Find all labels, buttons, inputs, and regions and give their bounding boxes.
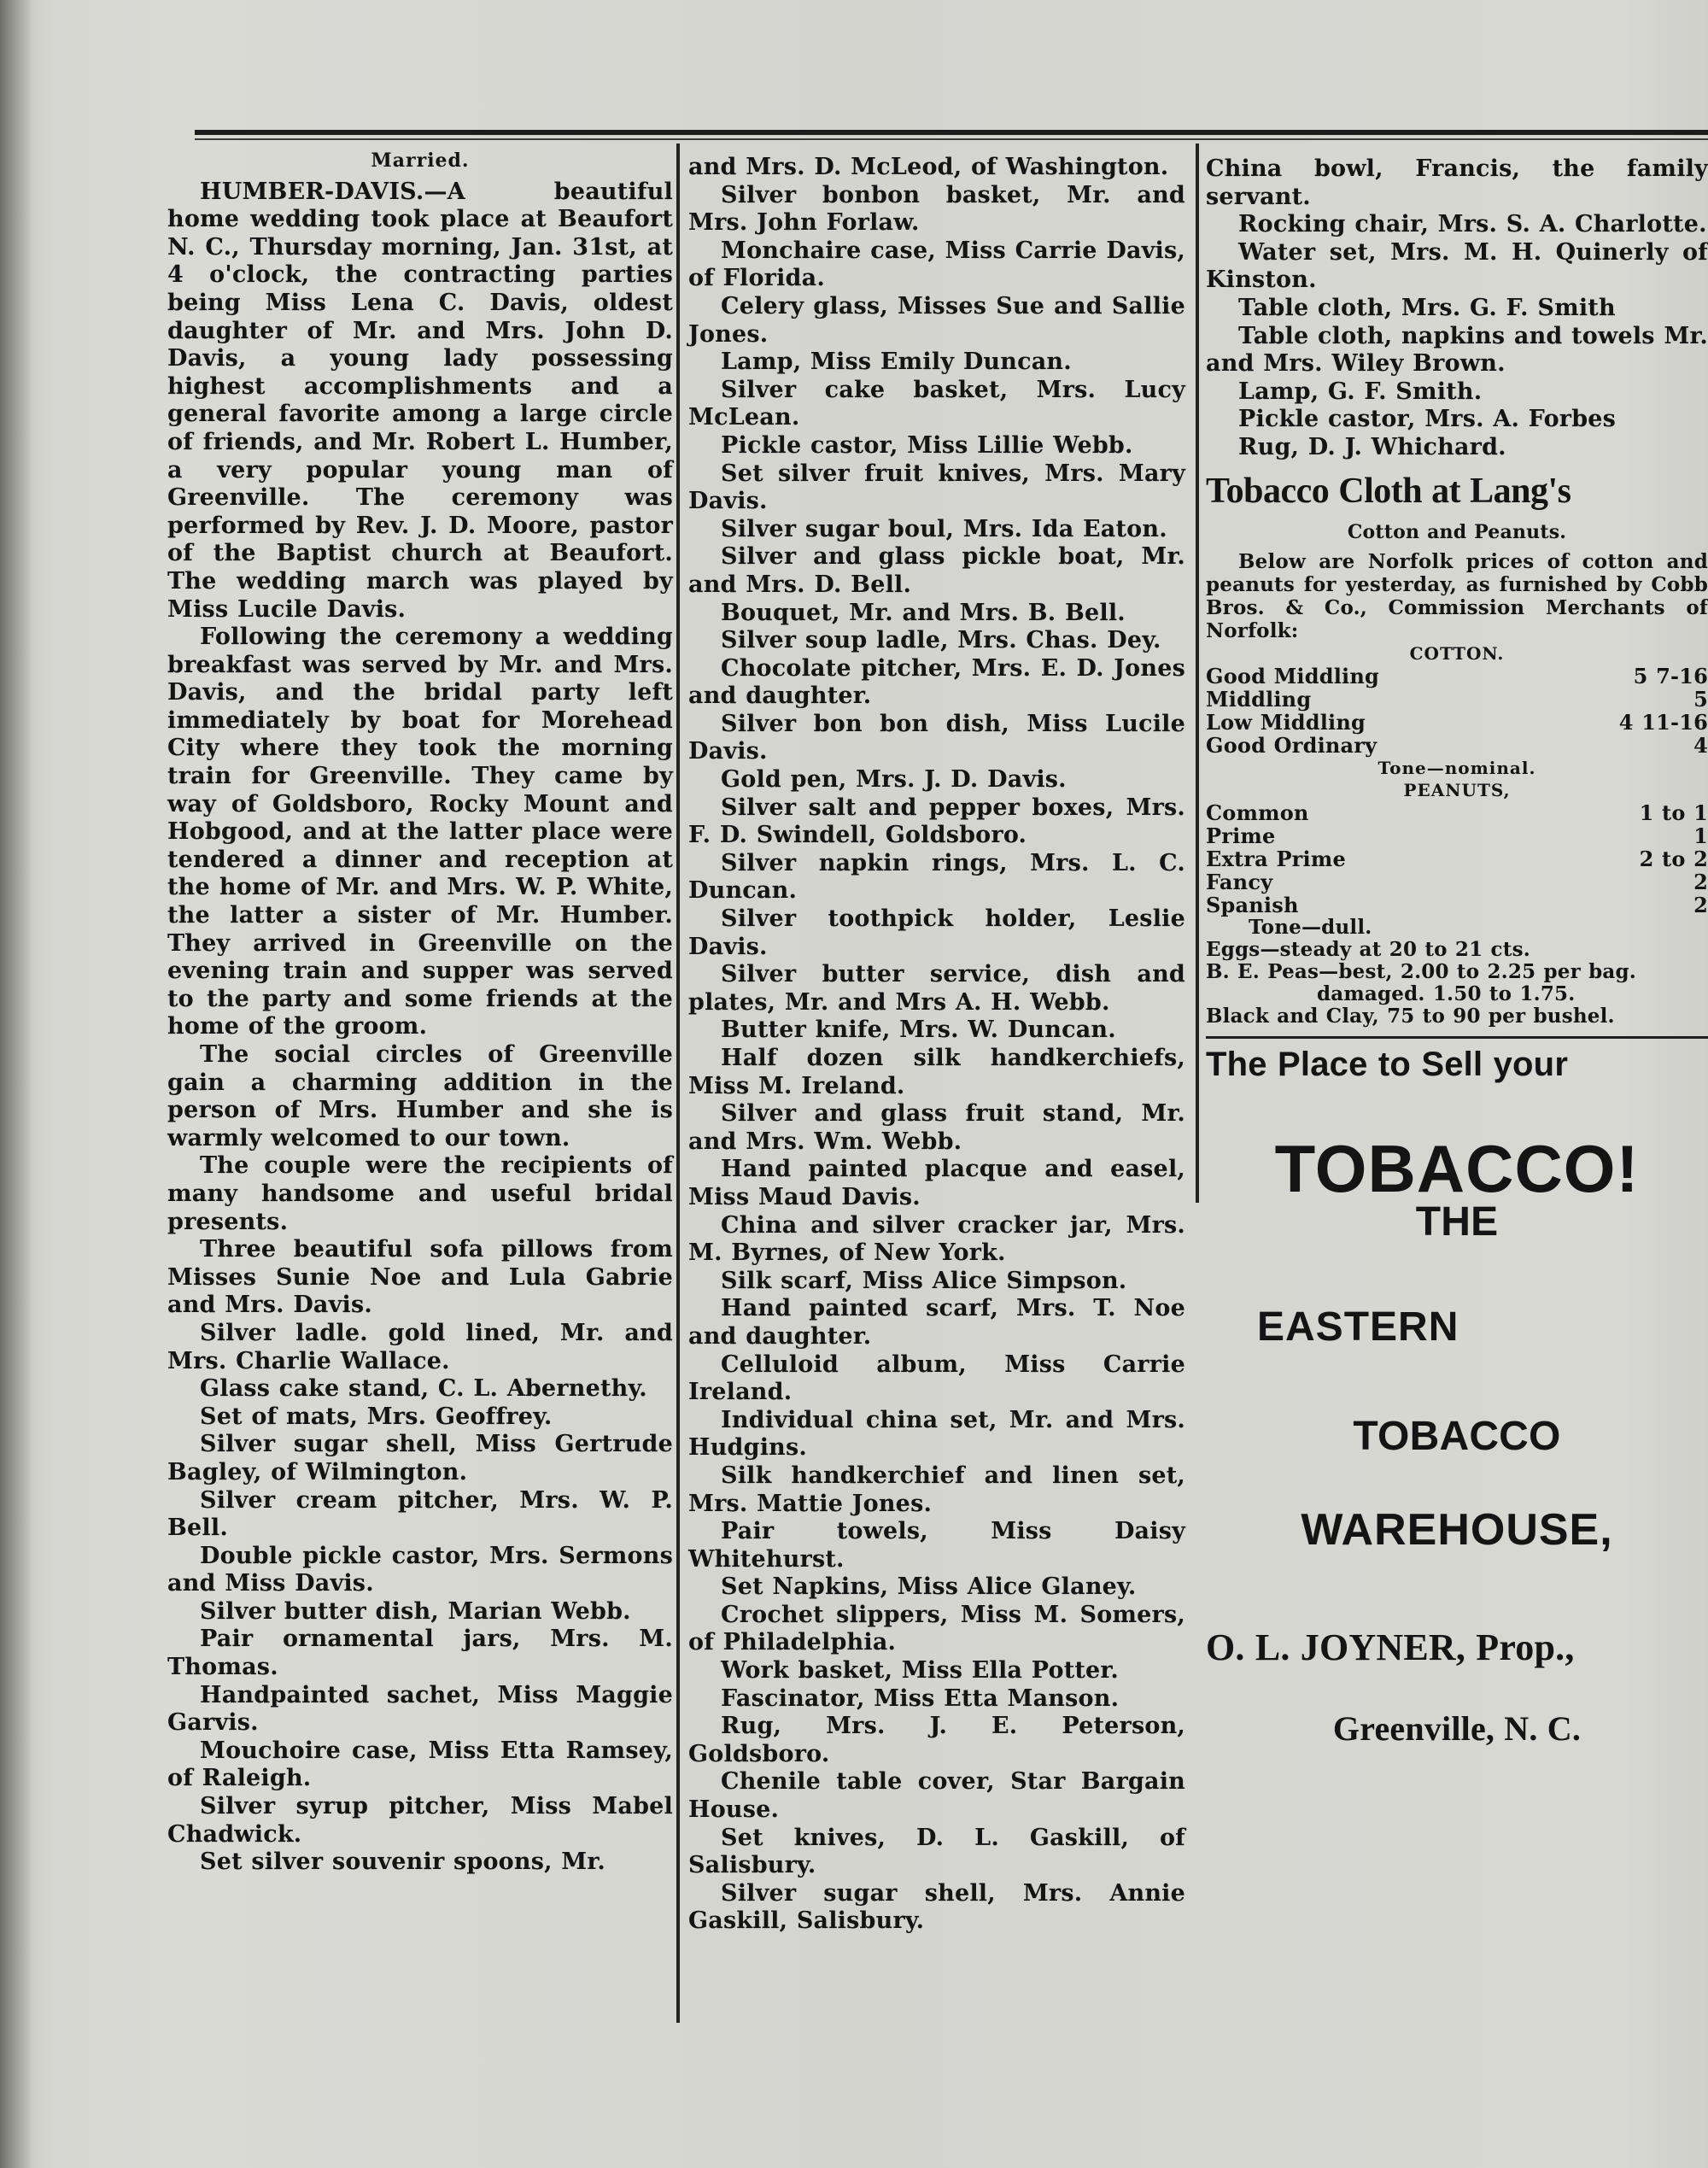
present-entry: Silver butter service, dish and plates, Mr. and Mrs A. H. Webb. bbox=[688, 961, 1185, 1016]
grade-label: Common bbox=[1206, 800, 1309, 825]
present-entry: Silver sugar shell, Mrs. Annie Gaskill, Salisbury. bbox=[688, 1879, 1185, 1935]
cotton-table bbox=[1206, 665, 1708, 757]
column-rule-1 bbox=[676, 144, 680, 2023]
cotton-row bbox=[1206, 711, 1708, 734]
column-market-ads bbox=[1206, 155, 1708, 1748]
cotton-label: COTTON. bbox=[1409, 642, 1505, 664]
peanut-row bbox=[1206, 870, 1708, 894]
cotton-row bbox=[1206, 688, 1708, 711]
grade-label: Fancy bbox=[1206, 869, 1273, 894]
presents-continued bbox=[1206, 211, 1708, 461]
peanuts-label: PEANUTS, bbox=[1403, 779, 1511, 800]
article-paragraph: Three beautiful sofa pillows from Misses Sunie Noe and Lula Gabrie and Mrs. Davis. bbox=[167, 1236, 673, 1319]
present-entry: Set Napkins, Miss Alice Glaney. bbox=[721, 1573, 1137, 1601]
present-entry: Individual china set, Mr. and Mrs. Hudgins. bbox=[688, 1406, 1185, 1462]
article-paragraph: Silver cream pitcher, Mrs. W. P. Bell. bbox=[167, 1486, 673, 1542]
article-paragraph: Silver ladle. gold lined, Mr. and Mrs. Charlie Wallace. bbox=[167, 1319, 673, 1374]
present-entry: Rocking chair, Mrs. S. A. Charlotte. bbox=[1238, 211, 1707, 238]
present-entry: Silver bonbon basket, Mr. and Mrs. John Forlaw. bbox=[688, 181, 1185, 237]
price-value: 2 bbox=[1693, 892, 1708, 917]
present-entry: Pickle castor, Mrs. A. Forbes bbox=[1238, 406, 1617, 433]
present-entry: Pair towels, Miss Daisy Whitehurst. bbox=[688, 1518, 1185, 1573]
cotton-row bbox=[1206, 665, 1708, 688]
present-entry: Silver soup ladle, Mrs. Chas. Dey. bbox=[721, 627, 1161, 654]
black-clay-price: Black and Clay, 75 to 90 per bushel. bbox=[1206, 1004, 1615, 1028]
present-entry: Celery glass, Misses Sue and Sallie Jones. bbox=[688, 292, 1185, 348]
top-rule-thin bbox=[195, 138, 1708, 140]
present-entry: Rug, Mrs. J. E. Peterson, Goldsboro. bbox=[688, 1713, 1185, 1767]
warehouse-advertisement bbox=[1206, 1045, 1708, 1748]
presents-list bbox=[688, 182, 1185, 1936]
ad-headline: The Place to Sell your bbox=[1206, 1045, 1569, 1083]
top-rule bbox=[195, 130, 1708, 135]
married-heading: Married. bbox=[371, 149, 470, 172]
peanuts-tone: Tone—dull. bbox=[1249, 915, 1372, 939]
presents-continued-first: China bowl, Francis, the family servant. bbox=[1206, 155, 1708, 210]
present-entry: Silver and glass fruit stand, Mr. and Mrs. Wm. Webb. bbox=[688, 1100, 1185, 1155]
ad-the: THE bbox=[1415, 1198, 1499, 1245]
column-married bbox=[167, 147, 673, 1877]
present-entry: Half dozen silk handkerchiefs, Miss M. Ireland. bbox=[688, 1045, 1185, 1099]
article-paragraph: The social circles of Greenville gain a charming addition in the person of Mrs. Humber and she is warmly welcomed to our town. bbox=[167, 1041, 673, 1151]
article-paragraph: HUMBER-DAVIS.—A beautiful home wedding took place at Beaufort N. C., Thursday morning, Jan. 31st, at 4 o'clock, the contracting parties being Miss Lena C. Davis, oldest daughter of Mr. and Mrs. John D. Davis, a young lady possessing highest accomplishments and a general favorite among a large circle of friends, and Mr. Robert L. Humber, a very popular young man of Greenville. The ceremony was performed by Rev. J. D. Moore, pastor of the Baptist church at Beaufort. The wedding march was played by Miss Lucile Davis. bbox=[167, 178, 673, 623]
article-paragraph: The couple were the recipients of many handsome and useful bridal presents. bbox=[167, 1152, 673, 1235]
present-entry: Work basket, Miss Ella Potter. bbox=[721, 1657, 1119, 1685]
present-entry: Lamp, G. F. Smith. bbox=[1238, 378, 1483, 405]
article-paragraph: Silver butter dish, Marian Webb. bbox=[200, 1597, 631, 1625]
article-paragraph: Glass cake stand, C. L. Abernethy. bbox=[200, 1375, 647, 1403]
price-value: 5 bbox=[1693, 686, 1708, 712]
price-value: 5 7-16 bbox=[1633, 663, 1708, 688]
grade-label: Good Middling bbox=[1206, 663, 1379, 688]
ad-proprietor: O. L. JOYNER, Prop., bbox=[1206, 1626, 1575, 1669]
market-report bbox=[1206, 519, 1708, 1028]
price-value: 1 bbox=[1693, 823, 1708, 848]
market-heading: Cotton and Peanuts. bbox=[1347, 521, 1567, 544]
grade-label: Spanish bbox=[1206, 892, 1299, 917]
present-entry: Crochet slippers, Miss M. Somers, of Philadelphia. bbox=[688, 1601, 1185, 1656]
peas-damaged-price: damaged. 1.50 to 1.75. bbox=[1317, 981, 1576, 1005]
article-paragraph: Silver syrup pitcher, Miss Mabel Chadwick. bbox=[167, 1793, 673, 1848]
article-paragraph: Double pickle castor, Mrs. Sermons and Miss Davis. bbox=[167, 1542, 673, 1597]
article-paragraph: Following the ceremony a wedding breakfast was served by Mr. and Mrs. Davis, and the bridal party left immediately by boat for Morehead City where they took the morning train for Greenville. They came by way of Goldsboro, Rocky Mount and Hobgood, and at the latter place were tendered a dinner and reception at the home of Mr. and Mrs. W. P. White, the latter a sister of Mr. Humber. They arrived in Greenville on the evening train and supper was served to the party and some friends at the home of the groom. bbox=[167, 624, 673, 1040]
ad-tobacco-2: TOBACCO bbox=[1353, 1414, 1561, 1460]
market-intro: Below are Norfolk prices of cotton and peanuts for yesterday, as furnished by Cobb Bros. & Co., Commission Merchants of Norfolk: bbox=[1206, 549, 1708, 642]
price-value: 4 11-16 bbox=[1618, 709, 1708, 735]
present-entry: Silk handkerchief and linen set, Mrs. Mattie Jones. bbox=[688, 1462, 1185, 1517]
present-entry: Lamp, Miss Emily Duncan. bbox=[721, 349, 1072, 376]
grade-label: Good Ordinary bbox=[1206, 732, 1378, 758]
ad-eastern: EASTERN bbox=[1257, 1304, 1459, 1350]
present-entry: Chenile table cover, Star Bargain House. bbox=[688, 1768, 1185, 1824]
tobacco-cloth-notice: Tobacco Cloth at Lang's bbox=[1206, 471, 1571, 511]
cotton-row bbox=[1206, 734, 1708, 757]
present-entry: Silver and glass pickle boat, Mr. and Mrs. D. Bell. bbox=[688, 543, 1185, 598]
grade-label: Middling bbox=[1206, 686, 1312, 712]
price-value: 4 bbox=[1693, 732, 1708, 758]
article-paragraph: Mouchoire case, Miss Etta Ramsey, of Raleigh. bbox=[167, 1737, 673, 1792]
present-entry: Set silver fruit knives, Mrs. Mary Davis. bbox=[688, 460, 1185, 515]
price-value: 1 to 1 bbox=[1639, 800, 1708, 825]
article-paragraph: Set of mats, Mrs. Geoffrey. bbox=[200, 1403, 553, 1430]
present-entry: Set knives, D. L. Gaskill, of Salisbury. bbox=[688, 1824, 1185, 1879]
present-entry: Rug, D. J. Whichard. bbox=[1238, 433, 1506, 460]
column-presents bbox=[688, 154, 1185, 1936]
grade-label: Extra Prime bbox=[1206, 846, 1346, 871]
present-entry: Fascinator, Miss Etta Manson. bbox=[721, 1685, 1120, 1712]
ad-location: Greenville, N. C. bbox=[1332, 1708, 1582, 1748]
column-rule-2 bbox=[1196, 144, 1199, 1203]
present-entry: Silver toothpick holder, Leslie Davis. bbox=[688, 905, 1185, 960]
present-entry: Pickle castor, Miss Lillie Webb. bbox=[721, 431, 1133, 459]
present-entry: Bouquet, Mr. and Mrs. B. Bell. bbox=[721, 599, 1126, 626]
article-paragraph: Set silver souvenir spoons, Mr. bbox=[200, 1849, 605, 1876]
ad-tobacco: TOBACCO! bbox=[1274, 1131, 1640, 1207]
present-entry: Silver napkin rings, Mrs. L. C. Duncan. bbox=[688, 849, 1185, 905]
page-gutter-shadow bbox=[0, 0, 32, 2168]
peanuts-table bbox=[1206, 801, 1708, 917]
present-entry: Gold pen, Mrs. J. D. Davis. bbox=[721, 766, 1067, 794]
grade-label: Low Middling bbox=[1206, 709, 1366, 735]
present-entry: Table cloth, Mrs. G. F. Smith bbox=[1238, 294, 1616, 321]
present-entry: Celluloid album, Miss Carrie Ireland. bbox=[688, 1351, 1185, 1406]
present-entry: China and silver cracker jar, Mrs. M. Byrnes, of New York. bbox=[688, 1211, 1185, 1267]
eggs-price: Eggs—steady at 20 to 21 cts. bbox=[1206, 937, 1530, 961]
present-entry: Silver cake basket, Mrs. Lucy McLean. bbox=[688, 376, 1185, 431]
price-value: 2 to 2 bbox=[1639, 846, 1708, 871]
present-entry: Hand painted scarf, Mrs. T. Noe and daughter. bbox=[688, 1295, 1185, 1350]
cotton-tone: Tone—nominal. bbox=[1378, 757, 1536, 778]
presents-first-line: and Mrs. D. McLeod, of Washington. bbox=[688, 154, 1169, 180]
present-entry: Silver sugar boul, Mrs. Ida Eaton. bbox=[721, 515, 1167, 542]
present-entry: Chocolate pitcher, Mrs. E. D. Jones and daughter. bbox=[688, 654, 1185, 710]
married-paragraphs bbox=[167, 179, 673, 1877]
price-value: 2 bbox=[1693, 869, 1708, 894]
present-entry: Silk scarf, Miss Alice Simpson. bbox=[721, 1267, 1127, 1294]
present-entry: Silver salt and pepper boxes, Mrs. F. D. Swindell, Goldsboro. bbox=[688, 794, 1185, 849]
ad-warehouse: WAREHOUSE, bbox=[1301, 1504, 1613, 1555]
peas-price: B. E. Peas—best, 2.00 to 2.25 per bag. bbox=[1206, 959, 1637, 983]
peanut-row bbox=[1206, 847, 1708, 870]
peanut-row bbox=[1206, 894, 1708, 917]
present-entry: Water set, Mrs. M. H. Quinerly of Kinston. bbox=[1206, 238, 1708, 294]
present-entry: Butter knife, Mrs. W. Duncan. bbox=[721, 1017, 1116, 1044]
article-paragraph: Pair ornamental jars, Mrs. M. Thomas. bbox=[167, 1626, 673, 1681]
present-entry: Table cloth, napkins and towels Mr. and Mrs. Wiley Brown. bbox=[1206, 322, 1708, 378]
section-divider bbox=[1206, 1036, 1708, 1039]
peanut-row bbox=[1206, 801, 1708, 824]
present-entry: Hand painted placque and easel, Miss Maud Davis. bbox=[688, 1156, 1185, 1210]
present-entry: Monchaire case, Miss Carrie Davis, of Florida. bbox=[688, 237, 1185, 292]
peanut-row bbox=[1206, 824, 1708, 847]
article-paragraph: Handpainted sachet, Miss Maggie Garvis. bbox=[167, 1681, 673, 1737]
grade-label: Prime bbox=[1206, 823, 1276, 848]
present-entry: Silver bon bon dish, Miss Lucile Davis. bbox=[688, 710, 1185, 765]
article-paragraph: Silver sugar shell, Miss Gertrude Bagley, of Wilmington. bbox=[167, 1431, 673, 1485]
